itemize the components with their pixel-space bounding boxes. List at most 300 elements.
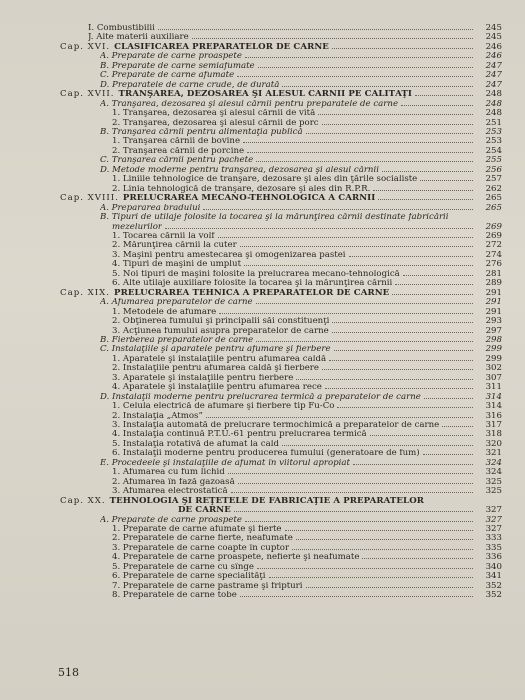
toc-entry-label (112, 185, 370, 194)
dot-leader (442, 426, 473, 427)
entry-title: B. Tipuri de utilaje folosite la tocarea şi la mărunţirea cărnii destinate fabricării (100, 213, 449, 223)
dot-leader (322, 124, 473, 125)
entry-title: 6. Instalaţii moderne pentru producerea fumului (generatoare de fum) (112, 449, 420, 459)
entry-page-number: 265 (485, 194, 502, 204)
entry-page-number: 293 (485, 317, 502, 327)
toc-entry-label (112, 232, 215, 241)
entry-page-number: 297 (485, 326, 502, 336)
entry-title: 1. Tranşarea, dezosarea şi alesul cărnii de vită (112, 109, 316, 119)
entry-title: 5. Preparatele de carne cu sînge (112, 562, 254, 572)
toc-entry-label (112, 270, 400, 279)
entry-title: 6. Alte utilaje auxiliare folosite la tocarea şi la mărunţirea cărnii (112, 279, 393, 289)
toc-entry-row (60, 468, 502, 477)
entry-title: 1. Liniile tehnologice de tranşare, dezosare şi ales din ţările socialiste (112, 175, 418, 185)
entry-page-number: 327 (485, 515, 502, 525)
toc-entry-row (60, 393, 502, 402)
entry-page-number: 247 (485, 80, 502, 90)
toc-entry-label (112, 327, 329, 336)
toc-entry-row (60, 345, 502, 354)
toc-entry-row (60, 553, 502, 562)
entry-title: 1. Metodele de afumare (112, 307, 217, 317)
toc-entry-label (112, 534, 293, 543)
toc-entry-label (112, 109, 315, 118)
toc-entry-label (100, 345, 331, 354)
entry-page-number: 245 (485, 33, 502, 43)
toc-entry-row (60, 355, 502, 364)
entry-title: 1. Preparate de carne afumate şi fierte (112, 525, 282, 535)
dot-leader (329, 360, 473, 361)
page-number: 518 (58, 666, 79, 679)
entry-title: C. Tranşarea cărnii pentru pachete (100, 156, 254, 166)
toc-entry-row (60, 166, 502, 175)
entry-title: 1. Afumarea cu fum lichid (112, 468, 225, 478)
toc-entry-row (60, 156, 502, 165)
toc-entry-row (60, 478, 502, 487)
entry-title: 3. Instalaţia automată de prelucrare termochimică a preparatelor de carne (112, 421, 440, 431)
entry-page-number: 245 (485, 24, 502, 33)
entry-title: 2. Instalaţia „Atmos” (112, 411, 203, 421)
dot-leader (403, 275, 473, 276)
toc-entry-label (112, 468, 225, 477)
entry-title: 5. Noi tipuri de maşini folosite la prelucrarea mecano-tehnologică (112, 269, 400, 279)
chapter-number: Cap. XVII. (60, 90, 115, 100)
entry-title: CLASIFICAREA PREPARATELOR DE CARNE (114, 42, 329, 52)
entry-page-number: 302 (485, 364, 502, 374)
entry-title: 2. Mărunţirea cărnii la cuter (112, 241, 237, 251)
toc-entry-row (60, 109, 502, 118)
entry-page-number: 327 (485, 525, 502, 535)
toc-entry-row (60, 364, 502, 373)
toc-entry-label (60, 289, 389, 298)
toc-entry-row (60, 374, 502, 383)
entry-page-number: 311 (485, 383, 502, 393)
toc-entry-label (100, 71, 234, 80)
toc-entry-label (88, 24, 155, 33)
toc-entry-row (60, 251, 502, 260)
dot-leader (322, 369, 473, 370)
dot-leader (392, 294, 473, 295)
toc-entry-row (60, 308, 502, 317)
entry-title: 2. Preparatele de carne fierte, neafumate (112, 534, 293, 544)
toc-chapter-row (60, 289, 502, 298)
toc-entry-row (60, 563, 502, 572)
toc-entry-label (112, 175, 417, 184)
dot-leader (378, 199, 473, 200)
dot-leader (219, 313, 473, 314)
dot-leader (269, 577, 473, 578)
entry-page-number: 265 (485, 203, 502, 213)
toc-entry-label (100, 156, 253, 165)
toc-entry-label (112, 478, 235, 487)
entry-page-number: 327 (485, 506, 502, 516)
entry-title: 3. Preparatele de carne coapte în cuptor (112, 543, 290, 553)
toc-entry-label (112, 137, 240, 146)
dot-leader (318, 114, 473, 115)
toc-entry-row (60, 440, 502, 449)
toc-entry-label (100, 393, 421, 402)
toc-entry-label (112, 251, 346, 260)
entry-title: B. Tranşarea cărnii pentru alimentaţia publică (100, 127, 303, 137)
toc-entry-row (60, 317, 502, 326)
toc-entry-label (100, 81, 279, 90)
entry-title: 4. Instalaţia continuă P.T.U.-61 pentru prelucrarea termică (112, 430, 367, 440)
entry-page-number: 298 (485, 335, 502, 345)
entry-title: A. Preparate de carne proaspete (100, 515, 242, 525)
entry-title: A. Prepararea bradului (100, 203, 201, 213)
toc-entry-label (112, 430, 367, 439)
toc-entry-label (100, 459, 350, 468)
entry-page-number: 320 (485, 439, 502, 449)
dot-leader (165, 228, 473, 229)
toc-chapter-row (60, 90, 502, 99)
toc-entry-label (100, 516, 242, 525)
entry-page-number: 336 (485, 553, 502, 563)
toc-chapter-row (60, 497, 502, 506)
dot-leader (256, 161, 473, 162)
dot-leader (332, 322, 473, 323)
dot-leader (206, 417, 473, 418)
entry-title: 4. Tipuri de maşini de umplut (112, 260, 242, 270)
dot-leader (325, 388, 473, 389)
entry-page-number: 253 (485, 127, 502, 137)
toc-entry-row (60, 62, 502, 71)
entry-title: 3. Aparatele şi instalaţiile pentru fierbere (112, 373, 294, 383)
dot-leader (247, 152, 473, 153)
toc-entry-label (100, 298, 253, 307)
entry-page-number: 256 (485, 165, 502, 175)
dot-leader (332, 332, 473, 333)
dot-leader (373, 190, 473, 191)
entry-title: DE CARNE (178, 506, 231, 516)
dot-leader (332, 48, 473, 49)
entry-page-number: 289 (485, 279, 502, 289)
entry-title: 2. Tranşarea cărnii de porcine (112, 146, 245, 156)
dot-leader (228, 473, 473, 474)
toc-entry-row (60, 33, 502, 42)
entry-title: PRELUCRAREA MECANO-TEHNOLOGICĂ A CĂRNII (122, 194, 376, 204)
entry-title: TEHNOLOGIA ŞI REŢETELE DE FABRICAŢIE A PREPARATELOR (109, 496, 425, 506)
dot-leader (395, 284, 473, 285)
chapter-number: Cap. XVIII. (60, 194, 119, 204)
entry-title: 2. Linia tehnologică de tranşare, dezosare şi ales din R.P.R. (112, 184, 371, 194)
entry-title: I. Combustibilii (88, 24, 155, 33)
toc-entry-row (60, 383, 502, 392)
entry-page-number: 333 (485, 534, 502, 544)
dot-leader (362, 558, 473, 559)
entry-page-number: 335 (485, 543, 502, 553)
dot-leader (244, 265, 473, 266)
dot-leader (420, 180, 473, 181)
entry-page-number: 324 (485, 468, 502, 478)
toc-entry-row (60, 175, 502, 184)
toc-entry-row (60, 232, 502, 241)
toc-entry-row (60, 534, 502, 543)
toc-entry-row (60, 487, 502, 496)
dot-leader (240, 596, 473, 597)
toc-entry-label (60, 497, 424, 506)
toc-entry-label (60, 90, 412, 99)
dot-leader (306, 587, 473, 588)
entry-title: PRELUCRAREA TEHNICĂ A PREPARATELOR DE CARNE (114, 288, 390, 298)
dot-leader (192, 38, 473, 39)
dot-leader (203, 209, 473, 210)
chapter-number: Cap. XIX. (60, 288, 111, 298)
entry-title: C. Instalaţiile şi aparatele pentru afumare şi fierbere (100, 345, 331, 355)
toc-entry-row (60, 279, 502, 288)
dot-leader (401, 105, 473, 106)
dot-leader (349, 256, 473, 257)
entry-title: TRANŞAREA, DEZOSAREA ŞI ALESUL CĂRNII PE CALITĂŢI (118, 90, 413, 100)
entry-title: B. Fierberea preparatelor de carne (100, 335, 254, 345)
toc-entry-row (60, 582, 502, 591)
entry-page-number: 325 (485, 487, 502, 497)
toc-entry-label (112, 119, 319, 128)
entry-title: 1. Aparatele şi instalaţiile pentru afumarea caldă (112, 354, 327, 364)
entry-title: 1. Tranşarea cărnii de bovine (112, 137, 241, 147)
entry-title: 4. Preparatele de carne proaspete, nefierte şi neafumate (112, 553, 360, 563)
toc-entry-label (112, 374, 293, 383)
entry-page-number: 299 (485, 345, 502, 355)
toc-entry-label (112, 147, 244, 156)
entry-page-number: 246 (485, 42, 502, 52)
entry-page-number: 255 (485, 156, 502, 166)
toc-entry-label (112, 279, 392, 288)
dot-leader (337, 407, 473, 408)
entry-title: E. Procedeele şi instalaţiile de afumat în viitorul apropiat (100, 458, 350, 468)
entry-page-number: 248 (485, 90, 502, 100)
toc-entry-row (60, 459, 502, 468)
chapter-number: Cap. XX. (60, 496, 106, 506)
toc-entry-label (100, 204, 200, 213)
toc-entry-label (112, 260, 241, 269)
entry-title: C. Preparate de carne afumate (100, 71, 235, 81)
toc-entry-row (60, 81, 502, 90)
entry-page-number: 253 (485, 137, 502, 147)
toc-entry-row (60, 260, 502, 269)
entry-page-number: 317 (485, 421, 502, 431)
toc-entry-label (88, 33, 189, 42)
toc-entry-row (60, 128, 502, 137)
entry-page-number: 246 (485, 52, 502, 62)
dot-leader (334, 350, 473, 351)
toc-entry-label (112, 308, 216, 317)
toc-entry-row (60, 544, 502, 553)
toc-entry-label (100, 166, 379, 175)
dot-leader (234, 511, 473, 512)
toc-entry-label (100, 62, 255, 71)
entry-title: 6. Preparatele de carne specialităţi (112, 572, 266, 582)
toc-entry-row (60, 298, 502, 307)
toc-entry-row (60, 327, 502, 336)
dot-leader (256, 303, 473, 304)
toc-entry-label (112, 544, 289, 553)
toc-entry-label (112, 582, 303, 591)
toc-entry-row (60, 449, 502, 458)
dot-leader (285, 530, 474, 531)
entry-page-number: 299 (485, 354, 502, 364)
entry-page-number: 251 (485, 118, 502, 128)
toc-entry-label (112, 355, 326, 364)
entry-title: mezelurilor (112, 222, 163, 232)
entry-page-number: 307 (485, 373, 502, 383)
toc-entry-label (100, 128, 303, 137)
toc-chapter-row (60, 194, 502, 203)
entry-title: A. Afumarea preparatelor de carne (100, 298, 253, 308)
entry-title: 2. Obţinerea fumului şi principalii săi constituenţi (112, 317, 330, 327)
toc-entry-row (60, 147, 502, 156)
entry-title: 4. Aparatele şi instalaţiile pentru afumarea rece (112, 383, 322, 393)
toc-entry-label (112, 440, 279, 449)
dot-leader (257, 568, 473, 569)
entry-title: 5. Instalaţia rotativă de afumat la cald (112, 439, 279, 449)
entry-title: D. Instalaţii moderne pentru prelucrarea termică a preparatelor de carne (100, 392, 421, 402)
entry-page-number: 325 (485, 477, 502, 487)
entry-page-number: 254 (485, 146, 502, 156)
toc-entry-label (60, 194, 375, 203)
chapter-number: Cap. XVI. (60, 42, 111, 52)
entry-page-number: 352 (485, 581, 502, 591)
toc-entry-row (60, 241, 502, 250)
dot-leader (306, 133, 473, 134)
toc-entry-row (60, 52, 502, 61)
dot-leader (237, 76, 473, 77)
toc-entry-row (60, 185, 502, 194)
entry-page-number: 324 (485, 458, 502, 468)
dot-leader (258, 67, 473, 68)
table-of-contents (60, 24, 502, 601)
dot-leader (231, 492, 473, 493)
entry-page-number: 352 (485, 591, 502, 601)
entry-title: A. Preparate de carne proaspete (100, 52, 242, 62)
entry-page-number: 269 (485, 231, 502, 241)
entry-page-number: 291 (485, 307, 502, 317)
toc-entry-label (112, 487, 228, 496)
entry-page-number: 316 (485, 411, 502, 421)
toc-entry-row (60, 71, 502, 80)
toc-entry-row (60, 270, 502, 279)
toc-entry-label (112, 449, 420, 458)
entry-title: J. Alte materii auxiliare (88, 33, 189, 43)
toc-entry-label (100, 213, 449, 222)
dot-leader (423, 454, 473, 455)
toc-entry-row (60, 402, 502, 411)
toc-entry-row (60, 336, 502, 345)
entry-title: 3. Afumarea electrostatică (112, 487, 228, 497)
toc-entry-row (60, 119, 502, 128)
entry-page-number: 314 (485, 402, 502, 412)
entry-page-number: 248 (485, 99, 502, 109)
entry-title: D. Preparatele de carne crude, de durată (100, 80, 280, 90)
entry-title: 2. Afumarea în fază gazoasă (112, 477, 235, 487)
entry-page-number: 272 (485, 241, 502, 251)
toc-entry-row (60, 24, 502, 33)
dot-leader (218, 237, 473, 238)
dot-leader (158, 29, 473, 30)
toc-entry-label (112, 563, 254, 572)
toc-entry-label (100, 100, 398, 109)
toc-entry-row (60, 412, 502, 421)
entry-page-number: 247 (485, 71, 502, 81)
entry-page-number: 341 (485, 572, 502, 582)
entry-page-number: 269 (485, 222, 502, 232)
entry-title: 8. Preparatele de carne tobe (112, 591, 237, 601)
entry-title: 2. Tranşarea, dezosarea şi alesul cărnii de porc (112, 118, 319, 128)
dot-leader (370, 435, 473, 436)
toc-entry-row (60, 100, 502, 109)
dot-leader (282, 445, 473, 446)
entry-page-number: 318 (485, 430, 502, 440)
entry-page-number: 281 (485, 269, 502, 279)
toc-entry-row (60, 525, 502, 534)
entry-title: 3. Maşini pentru amestecarea şi omogenizarea pastei (112, 250, 346, 260)
dot-leader (415, 95, 473, 96)
toc-entry-row (60, 516, 502, 525)
entry-page-number: 248 (485, 109, 502, 119)
entry-title: 1. Tocarea cărnii la volf (112, 231, 215, 241)
toc-entry-row (60, 204, 502, 213)
entry-page-number: 314 (485, 392, 502, 402)
toc-entry-label (112, 223, 162, 232)
entry-page-number: 340 (485, 562, 502, 572)
dot-leader (245, 521, 473, 522)
dot-leader (296, 379, 473, 380)
entry-page-number: 276 (485, 260, 502, 270)
dot-leader (296, 539, 473, 540)
entry-title: 3. Acţiunea fumului asupra preparatelor de carne (112, 326, 329, 336)
toc-entry-row (60, 591, 502, 600)
toc-chapter-row (60, 43, 502, 52)
toc-entry-label (112, 412, 203, 421)
toc-entry-row (60, 223, 502, 232)
toc-entry-row (60, 137, 502, 146)
dot-leader (243, 142, 473, 143)
entry-page-number: 291 (485, 288, 502, 298)
dot-leader (245, 57, 473, 58)
dot-leader (382, 171, 473, 172)
toc-entry-label (112, 572, 266, 581)
dot-leader (353, 464, 473, 465)
entry-title: 1. Celula electrică de afumare şi fierbere tip Fu-Co (112, 402, 335, 412)
entry-title: A. Tranşarea, dezosarea şi alesul cărnii pentru preparatele de carne (100, 99, 399, 109)
entry-page-number: 247 (485, 61, 502, 71)
entry-title: B. Preparate de carne semiafumate (100, 61, 255, 71)
entry-page-number: 274 (485, 250, 502, 260)
dot-leader (256, 341, 473, 342)
toc-entry-label (178, 506, 231, 515)
dot-leader (292, 549, 473, 550)
toc-entry-label (112, 241, 237, 250)
toc-entry-label (112, 317, 329, 326)
toc-entry-label (112, 383, 322, 392)
toc-entry-row (60, 572, 502, 581)
toc-entry-label (112, 525, 282, 534)
toc-entry-label (100, 52, 242, 61)
dot-leader (238, 483, 473, 484)
dot-leader (282, 86, 473, 87)
toc-entry-label (60, 43, 329, 52)
entry-page-number: 321 (485, 449, 502, 459)
toc-entry-label (112, 421, 439, 430)
dot-leader (424, 398, 473, 399)
toc-entry-row (60, 430, 502, 439)
entry-page-number: 291 (485, 298, 502, 308)
entry-page-number: 257 (485, 175, 502, 185)
toc-entry-row (60, 213, 502, 222)
entry-page-number: 262 (485, 184, 502, 194)
entry-title: 7. Preparatele de carne pastrame şi fripturi (112, 581, 303, 591)
toc-entry-label (112, 591, 237, 600)
toc-entry-label (112, 553, 359, 562)
